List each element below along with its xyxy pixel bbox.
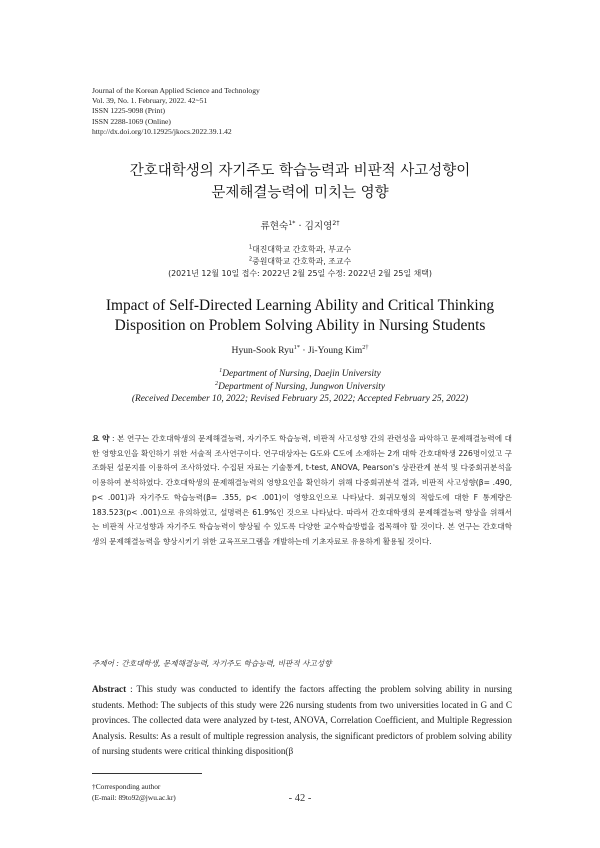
- author2-sup-en: 2†: [362, 343, 369, 351]
- journal-volume: Vol. 39, No. 1. February, 2022. 42~51: [92, 96, 208, 106]
- english-authors: [0, 345, 600, 356]
- korean-affiliation-1: $^1$대진대학교 간호학과, 부교수: [248, 244, 352, 254]
- korean-title-line1: 간호대학생의 자기주도 학습능력과 비판적 사고성향이: [129, 163, 471, 179]
- author2-name-en: Ji-Young Kim: [308, 345, 363, 356]
- korean-affiliation-2: $^2$중원대학교 간호학과, 조교수: [248, 256, 352, 266]
- korean-affiliations: [0, 244, 600, 280]
- author1-sup-en: 1*: [293, 343, 301, 351]
- author-separator-ko: ·: [295, 221, 305, 232]
- english-title-line2: Disposition on Problem Solving Ability in Nursing Students: [114, 317, 486, 334]
- author2-sup-ko: 2†: [332, 219, 340, 227]
- english-abstract: [92, 682, 512, 760]
- page-number: - 42 -: [288, 793, 312, 804]
- journal-info: [92, 86, 260, 137]
- korean-abstract: [92, 432, 512, 550]
- english-affiliations: [0, 368, 600, 406]
- english-title-line1: Impact of Self-Directed Learning Ability and Critical Thinking: [105, 297, 495, 314]
- english-affiliation-1: $^1$Department of Nursing, Daejin University: [219, 367, 381, 379]
- author-separator-en: ·: [300, 345, 309, 356]
- korean-keywords: 주제어 : 간호대학생, 문제해결능력, 자기주도 학습능력, 비판적 사고성향: [92, 659, 332, 668]
- author1-name-en: Hyun-Sook Ryu: [231, 345, 294, 356]
- korean-dates: (2021년 12월 10일 접수: 2022년 2월 25일 수정: 2022년 2월 25일 채택): [168, 269, 432, 278]
- korean-title: [0, 160, 600, 204]
- english-dates: (Received December 10, 2022; Revised February 25, 2022; Accepted February 25, 2022): [131, 394, 469, 404]
- journal-issn-print: ISSN 1225-9098 (Print): [92, 106, 165, 116]
- footnote-corresponding: †Corresponding author: [92, 782, 161, 791]
- author1-sup-ko: 1*: [288, 219, 296, 227]
- english-abstract-text: : This study was conducted to identify the factors affecting the problem solving ability in nursing students. Method: The subjects of this study were 226 nursing students from two universities located in G and C provinces. The collected data were analyzed by t-test, ANOVA, Correlation Coefficient, and Multiple Regression Analysis. Results: As a result of multiple regression analysis, the significant predictors of problem solving ability of nursing students were critical thinking disposition(β: [92, 684, 512, 757]
- journal-issn-online: ISSN 2288-1069 (Online): [92, 116, 171, 126]
- author1-name-ko: 류현숙: [260, 221, 289, 232]
- korean-title-line2: 문제해결능력에 미치는 영향: [211, 185, 389, 201]
- english-title: [0, 296, 600, 336]
- korean-abstract-text: : 본 연구는 간호대학생의 문제해결능력, 자기주도 학습능력, 비판적 사고성향 간의 관련성을 파악하고 문제해결능력에 대한 영향요인을 확인하기 위한 서술적 조사연구이다. 연구대상자는 G도와 C도에 소재하는 2개 대학 간호대학생 226명이었고 구조화된 설문지를 이용하여 조사하였다. 수집된 자료는 기술통계, t-test, ANOVA, Pearson's 상관관계 분석 및 다중회귀분석을 이용하여 분석하였다. 간호대학생의 문제해결능력의 영향요인을 확인하기 위해 다중회귀분석 결과, 비판적 사고성향(β= .490, p< .001)과 자기주도 학습능력(β= .355, p< .001)이 영향요인으로 나타났다. 회귀모형의 적합도에 대한 F 통계량은 183.523(p< .001)으로 유의하였고, 설명력은 61.9%인 것으로 나타났다. 따라서 간호대학생의 문제해결능력 향상을 위해서는 비판적 사고성향과 자기주도 학습능력이 향상될 수 있도록 다양한 교수학습방법을 접목해야 할 것이다. 본 연구는 간호대학생의 문제해결능력을 향상시키기 위한 교육프로그램을 개발하는데 기초자료로 유용하게 활용될 것이다.: [92, 434, 512, 546]
- english-affiliation-2: $^2$Department of Nursing, Jungwon University: [215, 380, 385, 392]
- korean-abstract-label: 요 약: [92, 434, 110, 443]
- korean-authors: [0, 218, 600, 232]
- journal-doi-link[interactable]: http://dx.doi.org/10.12925/jkocs.2022.39.1.42: [92, 126, 232, 136]
- journal-name: Journal of the Korean Applied Science and Technology: [92, 86, 260, 95]
- footnote-divider: [92, 773, 202, 774]
- footnote-email: (E-mail: 89to92@jwu.ac.kr): [92, 792, 176, 802]
- author2-name-ko: 김지영: [304, 221, 333, 232]
- english-abstract-label: Abstract: [92, 684, 127, 694]
